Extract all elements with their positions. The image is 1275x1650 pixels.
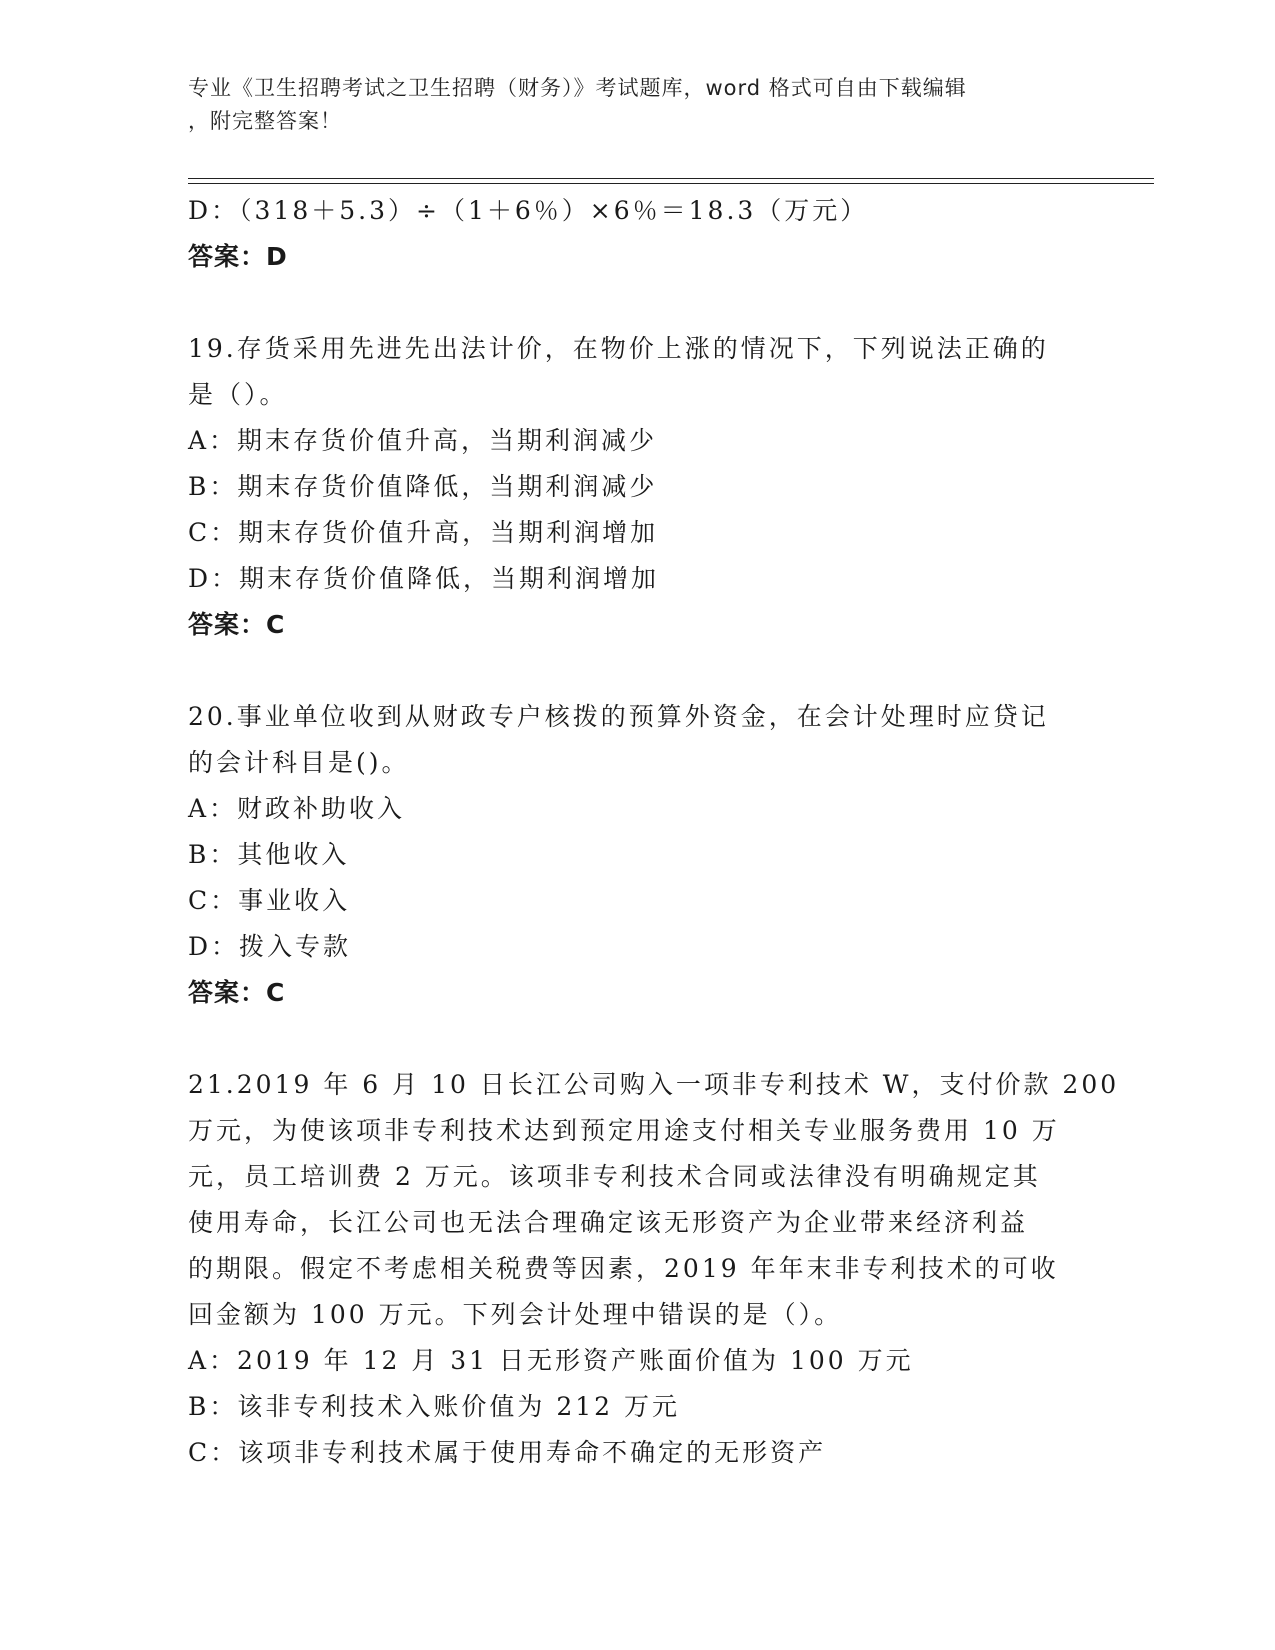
q19-stem-line-1: 19.存货采用先进先出法计价，在物价上涨的情况下，下列说法正确的 [188,334,1049,363]
header-divider-top [188,178,1154,179]
q21-option-b: B：该非专利技术入账价值为 212 万元 [188,1392,680,1421]
spacer [188,280,1088,326]
question-content [188,188,1120,1476]
q21-stem-line-3: 元，员工培训费 2 万元。该项非专利技术合同或法律没有明确规定其 [188,1162,1041,1191]
q21-stem-line-6: 回金额为 100 万元。下列会计处理中错误的是（）。 [188,1300,843,1329]
q21-option-a: A：2019 年 12 月 31 日无形资产账面价值为 100 万元 [188,1346,914,1375]
q20-stem-line-1: 20.事业单位收到从财政专户核拨的预算外资金，在会计处理时应贷记 [188,702,1049,731]
q19-option-d: D：期末存货价值降低，当期利润增加 [188,564,660,593]
header-line-1: 专业《卫生招聘考试之卫生招聘（财务）》考试题库，word 格式可自由下载编辑 [188,76,967,100]
q20-option-a: A：财政补助收入 [188,794,406,823]
q20-option-d: D：拨入专款 [188,932,352,961]
q21-option-c: C：该项非专利技术属于使用寿命不确定的无形资产 [188,1438,827,1467]
q20-option-c: C：事业收入 [188,886,351,915]
q19-option-a: A：期末存货价值升高，当期利润减少 [188,426,658,455]
q19-answer: 答案：C [188,610,286,639]
q21-stem-line-2: 万元，为使该项非专利技术达到预定用途支付相关专业服务费用 10 万 [188,1116,1060,1145]
q19-option-b: B：期末存货价值降低，当期利润减少 [188,472,658,501]
q18-option-d: D：（318＋5.3）÷（1＋6％）×6％＝18.3（万元） [188,196,869,225]
q21-stem-line-5: 的期限。假定不考虑相关税费等因素，2019 年年末非专利技术的可收 [188,1254,1059,1283]
q20-answer: 答案：C [188,978,286,1007]
q19-option-c: C：期末存货价值升高，当期利润增加 [188,518,659,547]
q21-stem-line-1: 21.2019 年 6 月 10 日长江公司购入一项非专利技术 W，支付价款 200 [188,1070,1120,1099]
q19-stem-line-2: 是（）。 [188,380,288,409]
q20-stem-line-2: 的会计科目是()。 [188,748,410,777]
header-line-2: ，附完整答案！ [188,109,342,133]
q18-answer: 答案：D [188,242,288,271]
spacer [188,648,1088,694]
header-divider-bottom [188,183,1154,184]
document-header [188,72,1088,138]
q21-stem-line-4: 使用寿命，长江公司也无法合理确定该无形资产为企业带来经济利益 [188,1208,1029,1237]
spacer [188,1016,1088,1062]
q20-option-b: B：其他收入 [188,840,350,869]
